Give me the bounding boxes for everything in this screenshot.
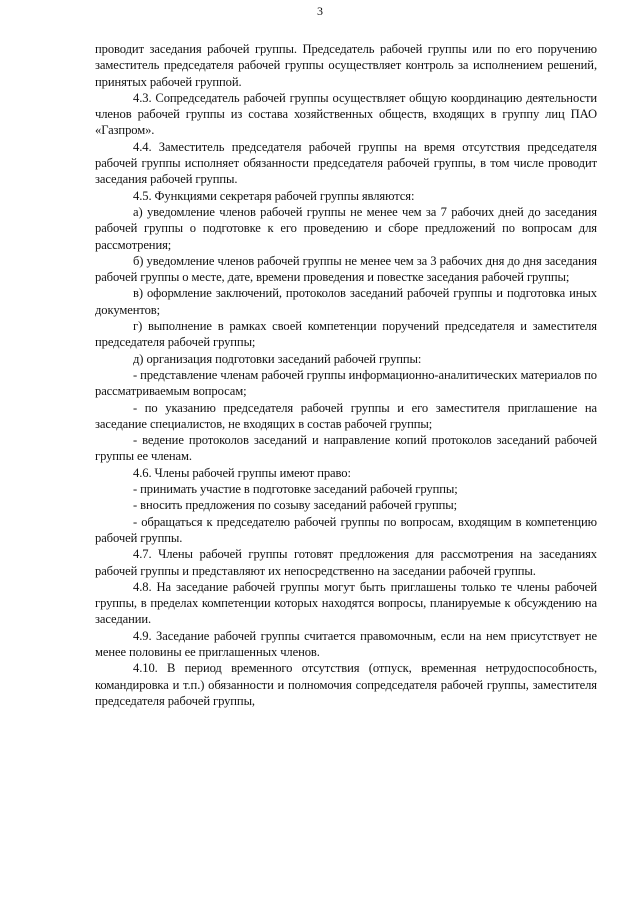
- paragraph: - обращаться к председателю рабочей группы по вопросам, входящим в компетенцию рабочей группы.: [95, 514, 597, 545]
- page-number: 3: [317, 4, 323, 18]
- paragraph: проводит заседания рабочей группы. Председатель рабочей группы или по его поручению заместитель председателя рабочей группы осуществляет контроль за исполнением решений, принятых рабочей группой.: [95, 42, 597, 89]
- paragraph: а) уведомление членов рабочей группы не менее чем за 7 рабочих дней до заседания рабочей группы о подготовке к его проведению и сборе предложений по вопросам для рассмотрения;: [95, 204, 597, 252]
- paragraph: - вносить предложения по созыву заседаний рабочей группы;: [133, 498, 458, 513]
- document-body: [95, 41, 597, 709]
- paragraph: 4.6. Члены рабочей группы имеют право:: [133, 465, 351, 480]
- paragraph: 4.5. Функциями секретаря рабочей группы являются:: [133, 188, 415, 203]
- paragraph: 4.3. Сопредседатель рабочей группы осуществляет общую координацию деятельности членов рабочей группы из состава хозяйственных обществ, входящих в группу лиц ПАО «Газпром».: [95, 90, 597, 138]
- paragraph: 4.8. На заседание рабочей группы могут быть приглашены только те члены рабочей группы, в пределах компетенции которых находятся вопросы, планируемые к обсуждению на заседании.: [95, 579, 597, 627]
- paragraph: 4.9. Заседание рабочей группы считается правомочным, если на нем присутствует не менее половины ее приглашенных членов.: [95, 628, 597, 659]
- paragraph: б) уведомление членов рабочей группы не менее чем за 3 рабочих дня до дня заседания рабочей группы о месте, дате, времени проведения и повестке заседания рабочей группы;: [95, 253, 597, 285]
- paragraph: - по указанию председателя рабочей группы и его заместителя приглашение на заседание специалистов, не входящих в состав рабочей группы;: [95, 400, 597, 431]
- paragraph: - принимать участие в подготовке заседаний рабочей группы;: [133, 482, 458, 497]
- paragraph: 4.10. В период временного отсутствия (отпуск, временная нетрудоспособность, командировка и т.п.) обязанности и полномочия сопредседателя рабочей группы, заместителя председателя рабочей группы,: [95, 661, 597, 708]
- paragraph: г) выполнение в рамках своей компетенции поручений председателя и заместителя председателя рабочей группы;: [95, 319, 597, 350]
- paragraph: д) организация подготовки заседаний рабочей группы:: [133, 351, 422, 366]
- paragraph: - представление членам рабочей группы информационно-аналитических материалов по рассматриваемым вопросам;: [95, 367, 597, 399]
- paragraph: - ведение протоколов заседаний и направление копий протоколов заседаний рабочей группы ее членам.: [95, 433, 597, 464]
- paragraph: 4.4. Заместитель председателя рабочей группы на время отсутствия председателя рабочей группы исполняет обязанности председателя рабочей группы, в том числе проводит заседания рабочей группы.: [95, 139, 597, 187]
- paragraph: 4.7. Члены рабочей группы готовят предложения для рассмотрения на заседаниях рабочей группы и представляют их непосредственно на заседании рабочей группы.: [95, 547, 597, 578]
- paragraph: в) оформление заключений, протоколов заседаний рабочей группы и подготовка иных документов;: [95, 286, 597, 317]
